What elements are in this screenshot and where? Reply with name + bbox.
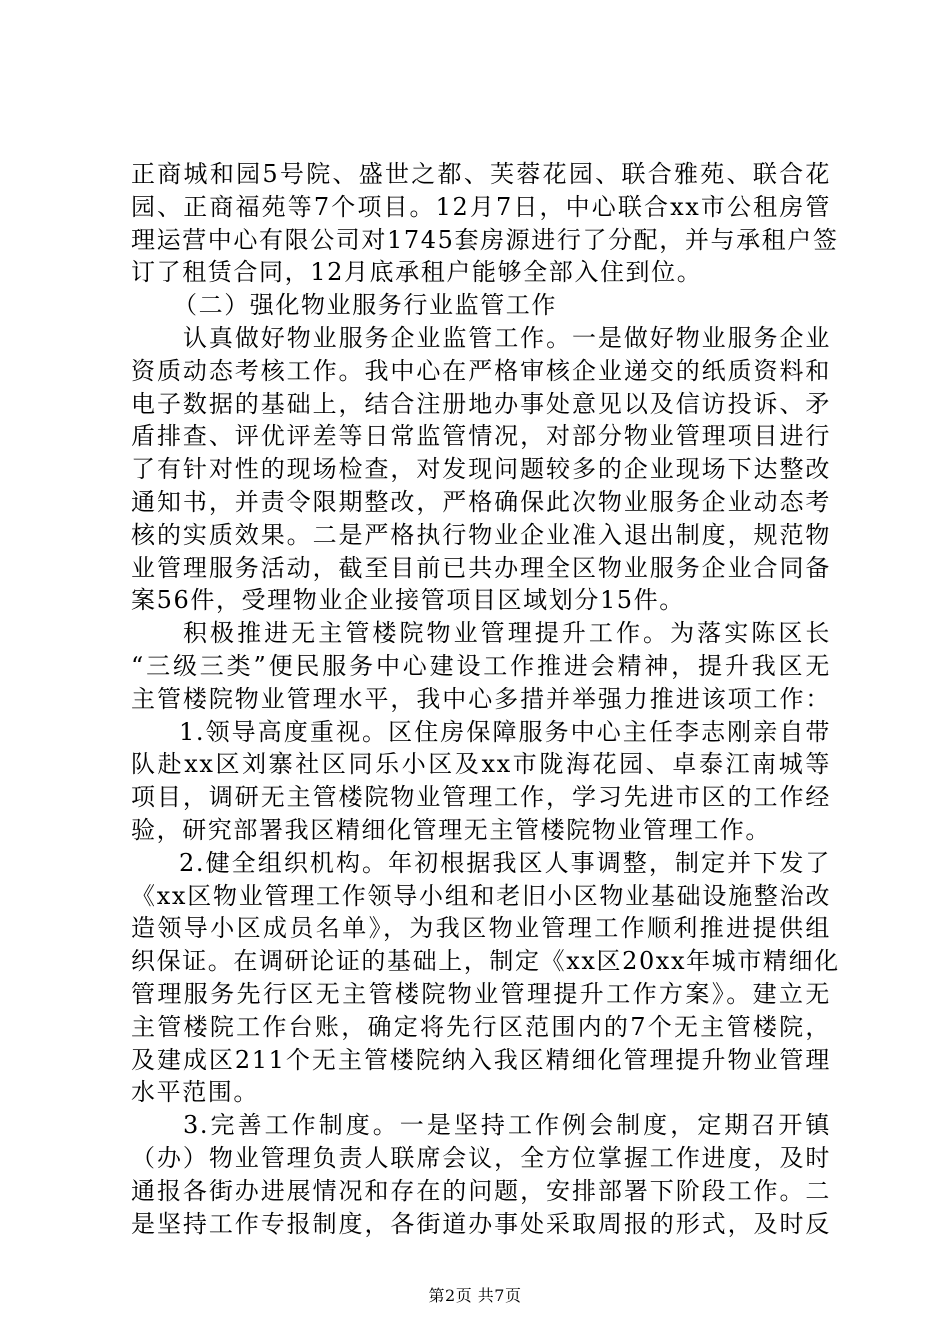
text-line: 水平范围。 (131, 1078, 259, 1107)
text-line: 订了租赁合同，12月底承租户能够全部入住到位。 (131, 258, 703, 287)
text-line: 业管理服务活动，截至目前已共办理全区物业服务企业合同备 (131, 553, 831, 582)
text-line: 队赴xx区刘寨社区同乐小区及xx市陇海花园、卓泰江南城等 (131, 750, 831, 779)
text-line: 验，研究部署我区精细化管理无主管楼院物业管理工作。 (131, 815, 771, 844)
text-line: 造领导小区成员名单》，为我区物业管理工作顺利推进提供组 (131, 914, 831, 943)
text-line: 资质动态考核工作。我中心在严格审核企业递交的纸质资料和 (131, 356, 831, 385)
text-line: 项目，调研无主管楼院物业管理工作，学习先进市区的工作经 (131, 783, 831, 812)
text-line: 电子数据的基础上，结合注册地办事处意见以及信访投诉、矛 (131, 389, 831, 418)
text-line: 园、正商福苑等7个项目。12月7日，中心联合xx市公租房管 (131, 192, 831, 221)
text-line: 理运营中心有限公司对1745套房源进行了分配，并与承租户签 (131, 225, 839, 254)
text-line: 织保证。在调研论证的基础上，制定《xx区20xx年城市精细化 (131, 947, 840, 976)
text-line: 《xx区物业管理工作领导小组和老旧小区物业基础设施整治改 (131, 881, 831, 910)
text-line: 核的实质效果。二是严格执行物业企业准入退出制度，规范物 (131, 520, 831, 549)
text-line: 认真做好物业服务企业监管工作。一是做好物业服务企业 (183, 323, 831, 352)
text-line: 通知书，并责令限期整改，严格确保此次物业服务企业动态考 (131, 487, 831, 516)
text-line: 2.健全组织机构。年初根据我区人事调整，制定并下发了 (179, 848, 831, 877)
text-line: （二）强化物业服务行业监管工作 (173, 291, 557, 320)
text-line: 通报各街办进展情况和存在的问题，安排部署下阶段工作。二 (131, 1176, 831, 1205)
text-line: 案56件，受理物业企业接管项目区域划分15件。 (131, 586, 685, 615)
text-line: 1.领导高度重视。区住房保障服务中心主任李志刚亲自带 (179, 717, 831, 746)
text-line: 主管楼院物业管理水平，我中心多措并举强力推进该项工作： (131, 684, 831, 713)
text-line: 了有针对性的现场检查，对发现问题较多的企业现场下达整改 (131, 455, 831, 484)
text-line: 及建成区211个无主管楼院纳入我区精细化管理提升物业管理 (131, 1045, 831, 1074)
text-line: 管理服务先行区无主管楼院物业管理提升工作方案》。建立无 (131, 979, 831, 1008)
text-line: （办）物业管理负责人联席会议，全方位掌握工作进度，及时 (131, 1143, 831, 1172)
text-line: 3.完善工作制度。一是坚持工作例会制度，定期召开镇 (183, 1111, 831, 1140)
text-line: 是坚持工作专报制度，各街道办事处采取周报的形式，及时反 (131, 1209, 831, 1238)
text-line: 主管楼院工作台账，确定将先行区范围内的7个无主管楼院， (131, 1012, 831, 1041)
body-text (131, 158, 840, 1240)
page-footer: 第2页 共7页 (428, 1286, 522, 1305)
text-line: “三级三类”便民服务中心建设工作推进会精神，提升我区无 (131, 651, 831, 680)
text-line: 正商城和园5号院、盛世之都、芙蓉花园、联合雅苑、联合花 (131, 160, 831, 188)
text-line: 盾排查、评优评差等日常监管情况，对部分物业管理项目进行 (131, 422, 831, 451)
text-line: 积极推进无主管楼院物业管理提升工作。为落实陈区长 (183, 619, 831, 648)
